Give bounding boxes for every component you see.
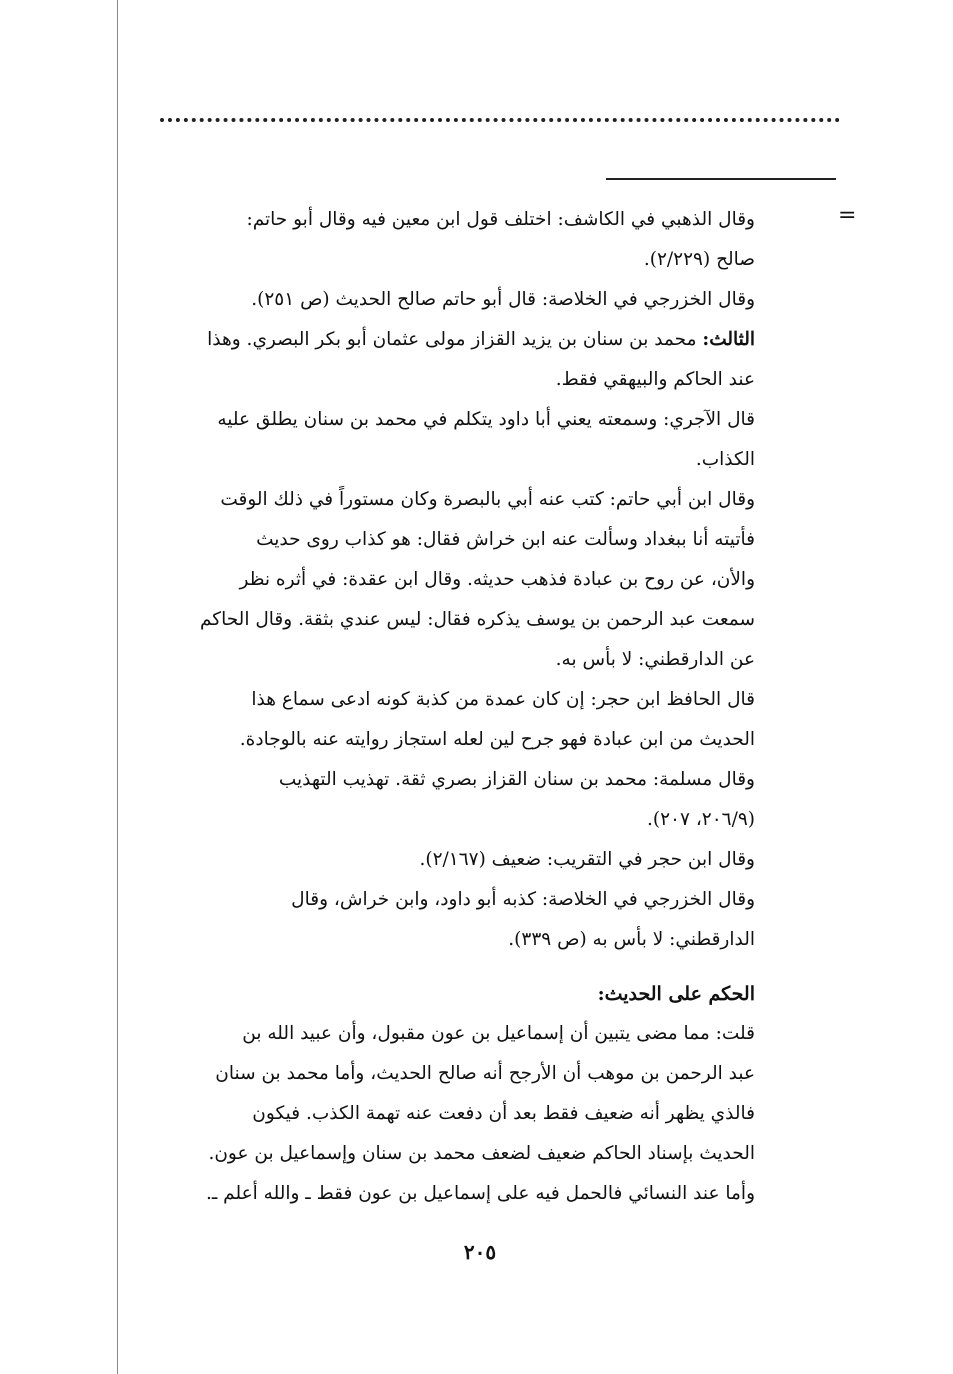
conclusion-line: فالذي يظهر أنه ضعيف فقط بعد أن دفعت عنه تهمة الكذب. فيكون xyxy=(252,1103,755,1124)
text-line: قال الحافظ ابن حجر: إن كان عمدة من كذبة كونه ادعى سماع هذا xyxy=(251,689,755,710)
text-line: عند الحاكم والبيهقي فقط. xyxy=(555,369,755,390)
footnote-rule xyxy=(606,178,836,180)
text-line: (٢٠٦/٩، ٢٠٧). xyxy=(647,809,755,830)
footnote-text xyxy=(135,200,755,1214)
dotted-separator xyxy=(160,118,840,122)
continuation-mark: = xyxy=(838,203,857,228)
text-line: قال الآجري: وسمعته يعني أبا داود يتكلم في محمد بن سنان يطلق عليه xyxy=(217,409,755,430)
page-edge-rule xyxy=(117,0,118,1374)
conclusion-line: الحديث بإسناد الحاكم ضعيف لضعف محمد بن سنان وإسماعيل بن عون. xyxy=(208,1143,755,1164)
text-line: وقال الخزرجي في الخلاصة: قال أبو حاتم صالح الحديث (ص ٢٥١). xyxy=(251,289,755,310)
text-line: سمعت عبد الرحمن بن يوسف يذكره فقال: ليس عندي بثقة. وقال الحاكم xyxy=(199,609,755,630)
text-line: عن الدارقطني: لا بأس به. xyxy=(555,649,755,670)
text-line: الكذاب. xyxy=(695,449,755,470)
text-line: وقال ابن أبي حاتم: كتب عنه أبي بالبصرة وكان مستوراً في ذلك الوقت xyxy=(220,489,755,510)
conclusion-line: قلت: مما مضى يتبين أن إسماعيل بن عون مقبول، وأن عبيد الله بن xyxy=(242,1023,755,1044)
page-number: ٢٠٥ xyxy=(463,1240,497,1264)
text-line: فأتيته أنا ببغداد وسألت عنه ابن خراش فقال: هو كذاب روى حديث xyxy=(256,529,755,550)
section-heading: الحكم على الحديث: xyxy=(597,983,755,1005)
text-line: والأن، عن روح بن عبادة فذهب حديثه. وقال ابن عقدة: في أثره نظر xyxy=(239,569,755,590)
text-line: الحديث من ابن عبادة فهو جرح لين لعله استجاز روايته عنه بالوجادة. xyxy=(239,729,755,750)
lead-word: الثالث: xyxy=(702,329,755,350)
text-line: صالح (٢/٢٢٩). xyxy=(643,249,755,270)
text-line: وقال ابن حجر في التقريب: ضعيف (٢/١٦٧). xyxy=(419,849,755,870)
text-line: وقال الذهبي في الكاشف: اختلف قول ابن معين فيه وقال أبو حاتم: xyxy=(246,209,755,230)
text-line: الدارقطني: لا بأس به (ص ٣٣٩). xyxy=(508,929,755,950)
text-line: وقال مسلمة: محمد بن سنان القزاز بصري ثقة. تهذيب التهذيب xyxy=(278,769,755,790)
text-line: الثالث: محمد بن سنان بن يزيد القزاز مولى عثمان أبو بكر البصري. وهذا xyxy=(207,329,755,350)
conclusion-line: عبد الرحمن بن موهب أن الأرجح أنه صالح الحديث، وأما محمد بن سنان xyxy=(215,1063,755,1084)
conclusion-line: وأما عند النسائي فالحمل فيه على إسماعيل بن عون فقط ـ والله أعلم ـ. xyxy=(205,1183,755,1204)
text-line: وقال الخزرجي في الخلاصة: كذبه أبو داود، وابن خراش، وقال xyxy=(291,889,755,910)
